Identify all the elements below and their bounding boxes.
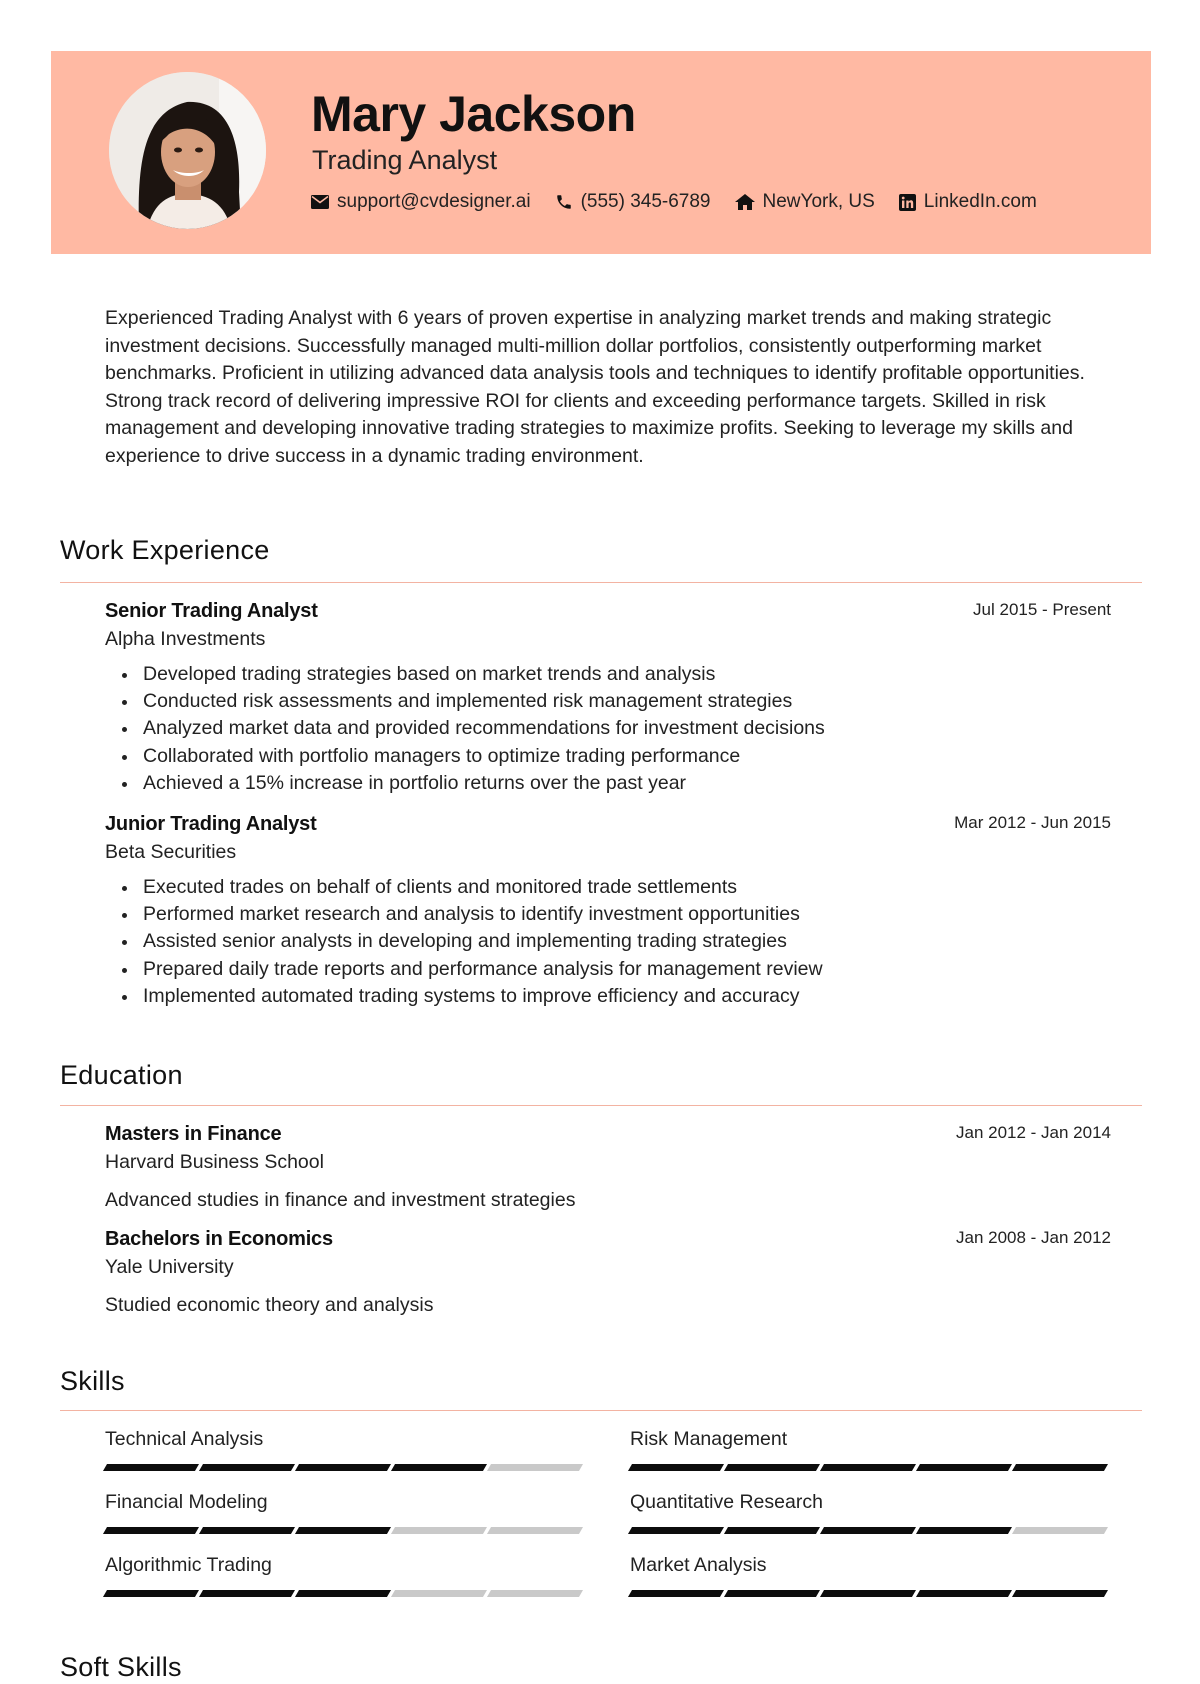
list-item: Achieved a 15% increase in portfolio returns over the past year: [105, 770, 1111, 797]
contact-location: [735, 191, 875, 213]
education-dates: Jan 2008 - Jan 2012: [955, 1228, 1111, 1247]
contact-phone[interactable]: [555, 191, 711, 213]
phone-icon: [555, 193, 573, 211]
skill-item: [630, 1491, 1110, 1534]
skill-name: Technical Analysis: [105, 1428, 264, 1450]
skill-level-segment: [295, 1590, 391, 1597]
section-title-education: Education: [60, 1060, 183, 1090]
education-description: Advanced studies in finance and investment strategies: [105, 1189, 576, 1211]
skill-name: Market Analysis: [630, 1554, 767, 1576]
skill-level-bar: [630, 1464, 1110, 1471]
contact-bar: [311, 191, 1061, 213]
section-divider: [60, 1105, 1142, 1106]
skill-level-segment: [1012, 1527, 1108, 1534]
skill-level-bar: [105, 1527, 585, 1534]
section-title-soft-skills: Soft Skills: [60, 1652, 182, 1682]
job-company: Alpha Investments: [105, 628, 266, 650]
degree-name: Masters in Finance: [105, 1123, 282, 1145]
skill-level-segment: [916, 1527, 1012, 1534]
section-title-skills: Skills: [60, 1366, 125, 1396]
skill-name: Financial Modeling: [105, 1491, 268, 1513]
list-item: Developed trading strategies based on market trends and analysis: [105, 661, 1111, 688]
skill-level-bar: [105, 1590, 585, 1597]
list-item: Assisted senior analysts in developing and implementing trading strategies: [105, 928, 1111, 955]
skill-level-segment: [199, 1590, 295, 1597]
education-entry: [105, 1123, 1111, 1212]
skill-level-bar: [630, 1527, 1110, 1534]
job-responsibilities: [105, 874, 1111, 1010]
skill-level-segment: [628, 1527, 724, 1534]
skill-item: [105, 1554, 585, 1597]
job-responsibilities: [105, 661, 1111, 797]
skill-name: Risk Management: [630, 1428, 788, 1450]
list-item: Executed trades on behalf of clients and monitored trade settlements: [105, 874, 1111, 901]
linkedin-text: LinkedIn.com: [923, 191, 1037, 212]
list-item: Collaborated with portfolio managers to optimize trading performance: [105, 743, 1111, 770]
skill-level-bar: [105, 1464, 585, 1471]
skill-level-segment: [1012, 1464, 1108, 1471]
job-position: Senior Trading Analyst: [105, 600, 318, 622]
skill-item: [105, 1491, 585, 1534]
phone-text: (555) 345-6789: [580, 191, 711, 212]
skill-level-segment: [391, 1590, 487, 1597]
list-item: Performed market research and analysis to identify investment opportunities: [105, 901, 1111, 928]
skill-level-segment: [628, 1590, 724, 1597]
skill-name: Algorithmic Trading: [105, 1554, 272, 1576]
skill-level-segment: [916, 1464, 1012, 1471]
skill-level-segment: [295, 1527, 391, 1534]
skill-level-segment: [295, 1464, 391, 1471]
skill-item: [630, 1428, 1110, 1471]
skill-level-segment: [487, 1527, 583, 1534]
work-entry: [105, 600, 1111, 797]
education-description: Studied economic theory and analysis: [105, 1294, 434, 1316]
skill-level-segment: [199, 1464, 295, 1471]
skill-level-segment: [916, 1590, 1012, 1597]
job-dates: Mar 2012 - Jun 2015: [954, 813, 1111, 832]
school-name: Yale University: [105, 1256, 234, 1278]
skill-level-segment: [391, 1464, 487, 1471]
location-text: NewYork, US: [762, 191, 875, 212]
skill-level-segment: [391, 1527, 487, 1534]
section-divider: [60, 582, 1142, 583]
skill-item: [105, 1428, 585, 1471]
skill-item: [630, 1554, 1110, 1597]
skill-level-bar: [630, 1590, 1110, 1597]
skill-level-segment: [199, 1527, 295, 1534]
work-entry: [105, 813, 1111, 1010]
linkedin-icon: [899, 194, 916, 211]
skill-level-segment: [103, 1590, 199, 1597]
email-text: support@cvdesigner.ai: [337, 191, 531, 212]
degree-name: Bachelors in Economics: [105, 1228, 333, 1250]
portrait-image: [109, 72, 266, 229]
resume-header: [51, 51, 1151, 254]
skill-name: Quantitative Research: [630, 1491, 823, 1513]
list-item: Conducted risk assessments and implemented risk management strategies: [105, 688, 1111, 715]
skill-level-segment: [103, 1527, 199, 1534]
list-item: Analyzed market data and provided recommendations for investment decisions: [105, 715, 1111, 742]
home-icon: [735, 194, 755, 210]
section-title-work: Work Experience: [60, 535, 270, 565]
education-dates: Jan 2012 - Jan 2014: [955, 1123, 1111, 1142]
envelope-icon: [311, 195, 329, 209]
candidate-title: Trading Analyst: [312, 145, 498, 175]
skill-level-segment: [1012, 1590, 1108, 1597]
job-position: Junior Trading Analyst: [105, 813, 317, 835]
education-entry: [105, 1228, 1111, 1317]
skill-level-segment: [487, 1590, 583, 1597]
contact-email[interactable]: [311, 191, 531, 213]
profile-photo: [109, 72, 266, 229]
professional-summary: Experienced Trading Analyst with 6 years of proven expertise in analyzing market trends and making strategic investment decisions. Successfully managed multi-million dollar portfolios, consistently outperforming market benchmarks. Proficient in utilizing advanced data analysis tools and techniques to identify profitable opportunities. Strong track record of delivering impressive ROI for clients and exceeding performance targets. Skilled in risk management and developing innovative trading strategies to maximize profits. Seeking to leverage my skills and experience to drive success in a dynamic trading environment.: [105, 307, 1085, 467]
school-name: Harvard Business School: [105, 1151, 324, 1173]
skill-level-segment: [724, 1464, 820, 1471]
list-item: Prepared daily trade reports and performance analysis for management review: [105, 956, 1111, 983]
job-company: Beta Securities: [105, 841, 237, 863]
list-item: Implemented automated trading systems to improve efficiency and accuracy: [105, 983, 1111, 1010]
skill-level-segment: [820, 1590, 916, 1597]
skill-level-segment: [820, 1527, 916, 1534]
skill-level-segment: [487, 1464, 583, 1471]
section-divider: [60, 1410, 1142, 1411]
candidate-name: Mary Jackson: [311, 86, 636, 142]
skill-level-segment: [628, 1464, 724, 1471]
skill-level-segment: [103, 1464, 199, 1471]
job-dates: Jul 2015 - Present: [973, 600, 1111, 619]
skill-level-segment: [724, 1527, 820, 1534]
contact-linkedin[interactable]: [899, 191, 1037, 213]
skill-level-segment: [820, 1464, 916, 1471]
skill-level-segment: [724, 1590, 820, 1597]
